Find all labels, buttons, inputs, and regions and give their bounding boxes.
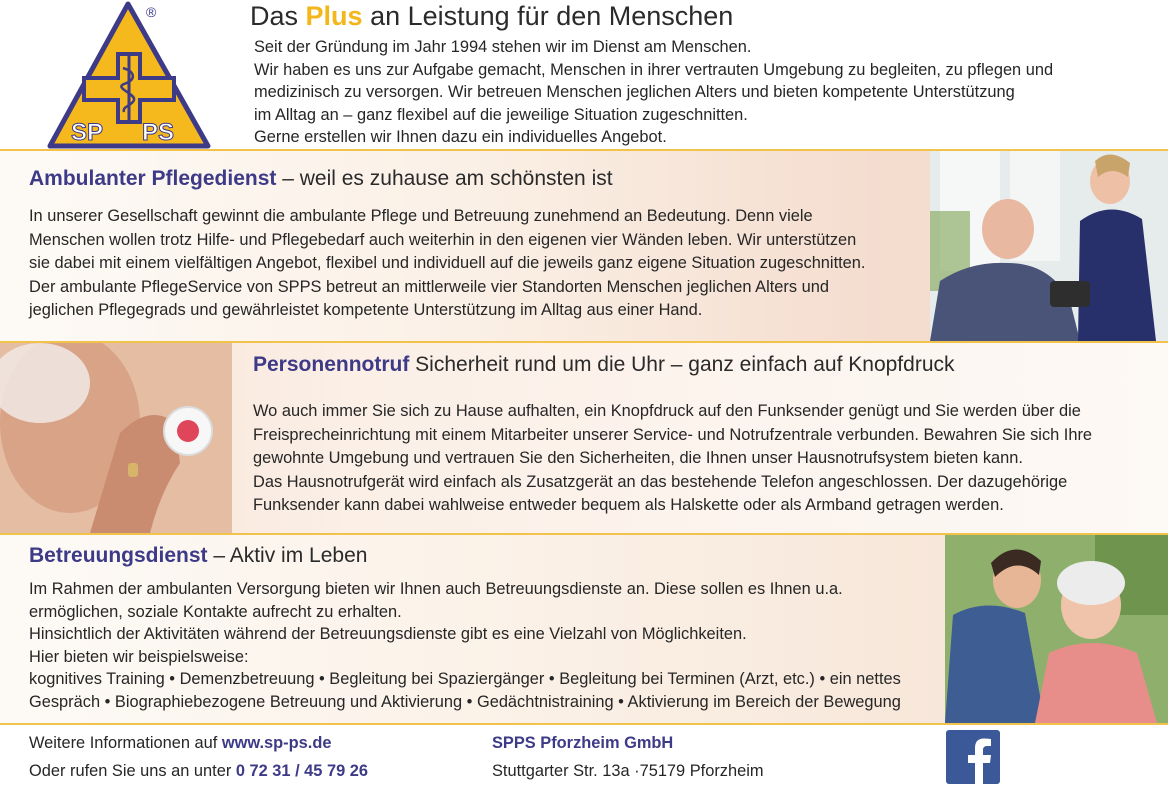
body-line: sie dabei mit einem vielfältigen Angebot, flexibel und individuell auf die jeweils ganz eigene Situation zugeschnitten. <box>29 254 866 273</box>
intro-line: Gerne erstellen wir Ihnen dazu ein individuelles Angebot. <box>254 128 667 146</box>
section-title-rest: – Aktiv im Leben <box>207 544 368 567</box>
phone-number[interactable]: 0 72 31 / 45 79 26 <box>235 762 368 780</box>
body-line: Gespräch • Biographiebezogene Betreuung und Aktivierung • Gedächtnistraining • Aktivierung im Bereich der Bewegung <box>29 692 901 711</box>
body-line: jeglichen Pflegegrads und gewährleistet kompetente Unterstützung im Alltag aus einer Hand. <box>29 301 703 320</box>
section-body-ambulant <box>29 205 929 323</box>
footer-address: Stuttgarter Str. 13a ·75179 Pforzheim <box>492 762 764 780</box>
body-line: Freisprecheinrichtung mit einem Mitarbeiter unserer Service- und Notrufzentrale verbunden. Bewahren Sie sich Ihre <box>253 425 1093 444</box>
footer-info-prefix: Weitere Informationen auf <box>29 734 222 752</box>
footer-company-name: SPPS Pforzheim GmbH <box>492 734 674 752</box>
body-line: In unserer Gesellschaft gewinnt die ambulante Pflege und Betreuung zunehmend an Bedeutung. Denn viele <box>29 207 813 225</box>
body-line: gewohnte Umgebung und vertrauen Sie den Sicherheiten, die Ihnen unser Hausnotrufsystem bieten kann. <box>253 449 1023 468</box>
body-line: Funksender kann dabei wahlweise entweder bequem als Halskette oder als Armband getragen werden. <box>253 496 1004 515</box>
headline-plus: Plus <box>305 1 363 31</box>
body-line: Der ambulante PflegeService von SPPS betreut an mittlerweile vier Standorten Menschen jeglichen Alters und <box>29 277 829 296</box>
section-title-strong: Betreuungsdienst <box>29 544 208 567</box>
body-line: Wo auch immer Sie sich zu Hause aufhalten, ein Knopfdruck auf den Funksender genügt und Sie werden über die <box>253 402 1081 420</box>
registered-mark: ® <box>146 4 157 20</box>
section-title-ambulant <box>29 166 613 192</box>
photo-emergency-button <box>0 343 232 533</box>
intro-line: medizinisch zu versorgen. Wir betreuen Menschen jeglichen Alters und bieten kompetente Unterstützung <box>254 83 1015 101</box>
section-title-rest: Sicherheit rund um die Uhr – ganz einfach auf Knopfdruck <box>409 353 955 376</box>
website-link[interactable]: www.sp-ps.de <box>221 734 332 752</box>
headline-part-1: Das <box>250 1 306 31</box>
body-line: kognitives Training • Demenzbetreuung • Begleitung bei Spaziergänger • Begleitung bei Terminen (Arzt, etc.) • ein nettes <box>29 670 901 689</box>
body-line: Im Rahmen der ambulanten Versorgung bieten wir Ihnen auch Betreuungsdienste an. Diese sollen es Ihnen u.a. <box>29 580 843 598</box>
logo-text-left: SP <box>71 119 104 146</box>
footer-phone-prefix: Oder rufen Sie uns an unter <box>29 762 236 780</box>
section-title-betreuung <box>29 543 367 569</box>
section-title-strong: Ambulanter Pflegedienst <box>29 167 277 190</box>
section-body-betreuung <box>29 578 944 714</box>
page-headline <box>250 0 733 32</box>
section-title-rest: – weil es zuhause am schönsten ist <box>276 167 613 190</box>
photo-nurse-blood-pressure <box>930 151 1168 341</box>
intro-line: Seit der Gründung im Jahr 1994 stehen wir im Dienst am Menschen. <box>254 38 752 56</box>
intro-line: Wir haben es uns zur Aufgabe gemacht, Menschen in ihrer vertrauten Umgebung zu begleiten, zu pflegen und <box>254 60 1054 79</box>
body-line: Hinsichtlich der Aktivitäten während der Betreuungsdienste gibt es eine Vielzahl von Möglichkeiten. <box>29 625 747 644</box>
intro-text <box>254 36 1134 149</box>
footer-info-line <box>29 729 331 757</box>
section-title-strong: Personennotruf <box>253 353 410 376</box>
body-line: Das Hausnotrufgerät wird einfach als Zusatzgerät an das bestehende Telefon angeschlossen. Der dazugehörige <box>253 472 1068 491</box>
section-body-notruf <box>253 400 1153 518</box>
body-line: Menschen wollen trotz Hilfe- und Pflegebedarf auch weiterhin in den eigenen vier Wänden leben. Wir unterstützen <box>29 230 857 249</box>
logo-text-right: PS <box>142 119 175 146</box>
footer-phone-line <box>29 757 368 785</box>
intro-line: im Alltag an – ganz flexibel auf die jeweilige Situation zugeschnitten. <box>254 105 748 124</box>
headline-part-2: an Leistung für den Menschen <box>362 1 734 31</box>
section-title-notruf <box>253 352 955 378</box>
body-line: Hier bieten wir beispielsweise: <box>29 647 249 666</box>
facebook-icon[interactable] <box>946 730 1000 784</box>
photo-caregiver-senior <box>945 535 1168 723</box>
body-line: ermöglichen, soziale Kontakte aufrecht zu erhalten. <box>29 602 402 621</box>
spps-logo <box>44 0 214 150</box>
